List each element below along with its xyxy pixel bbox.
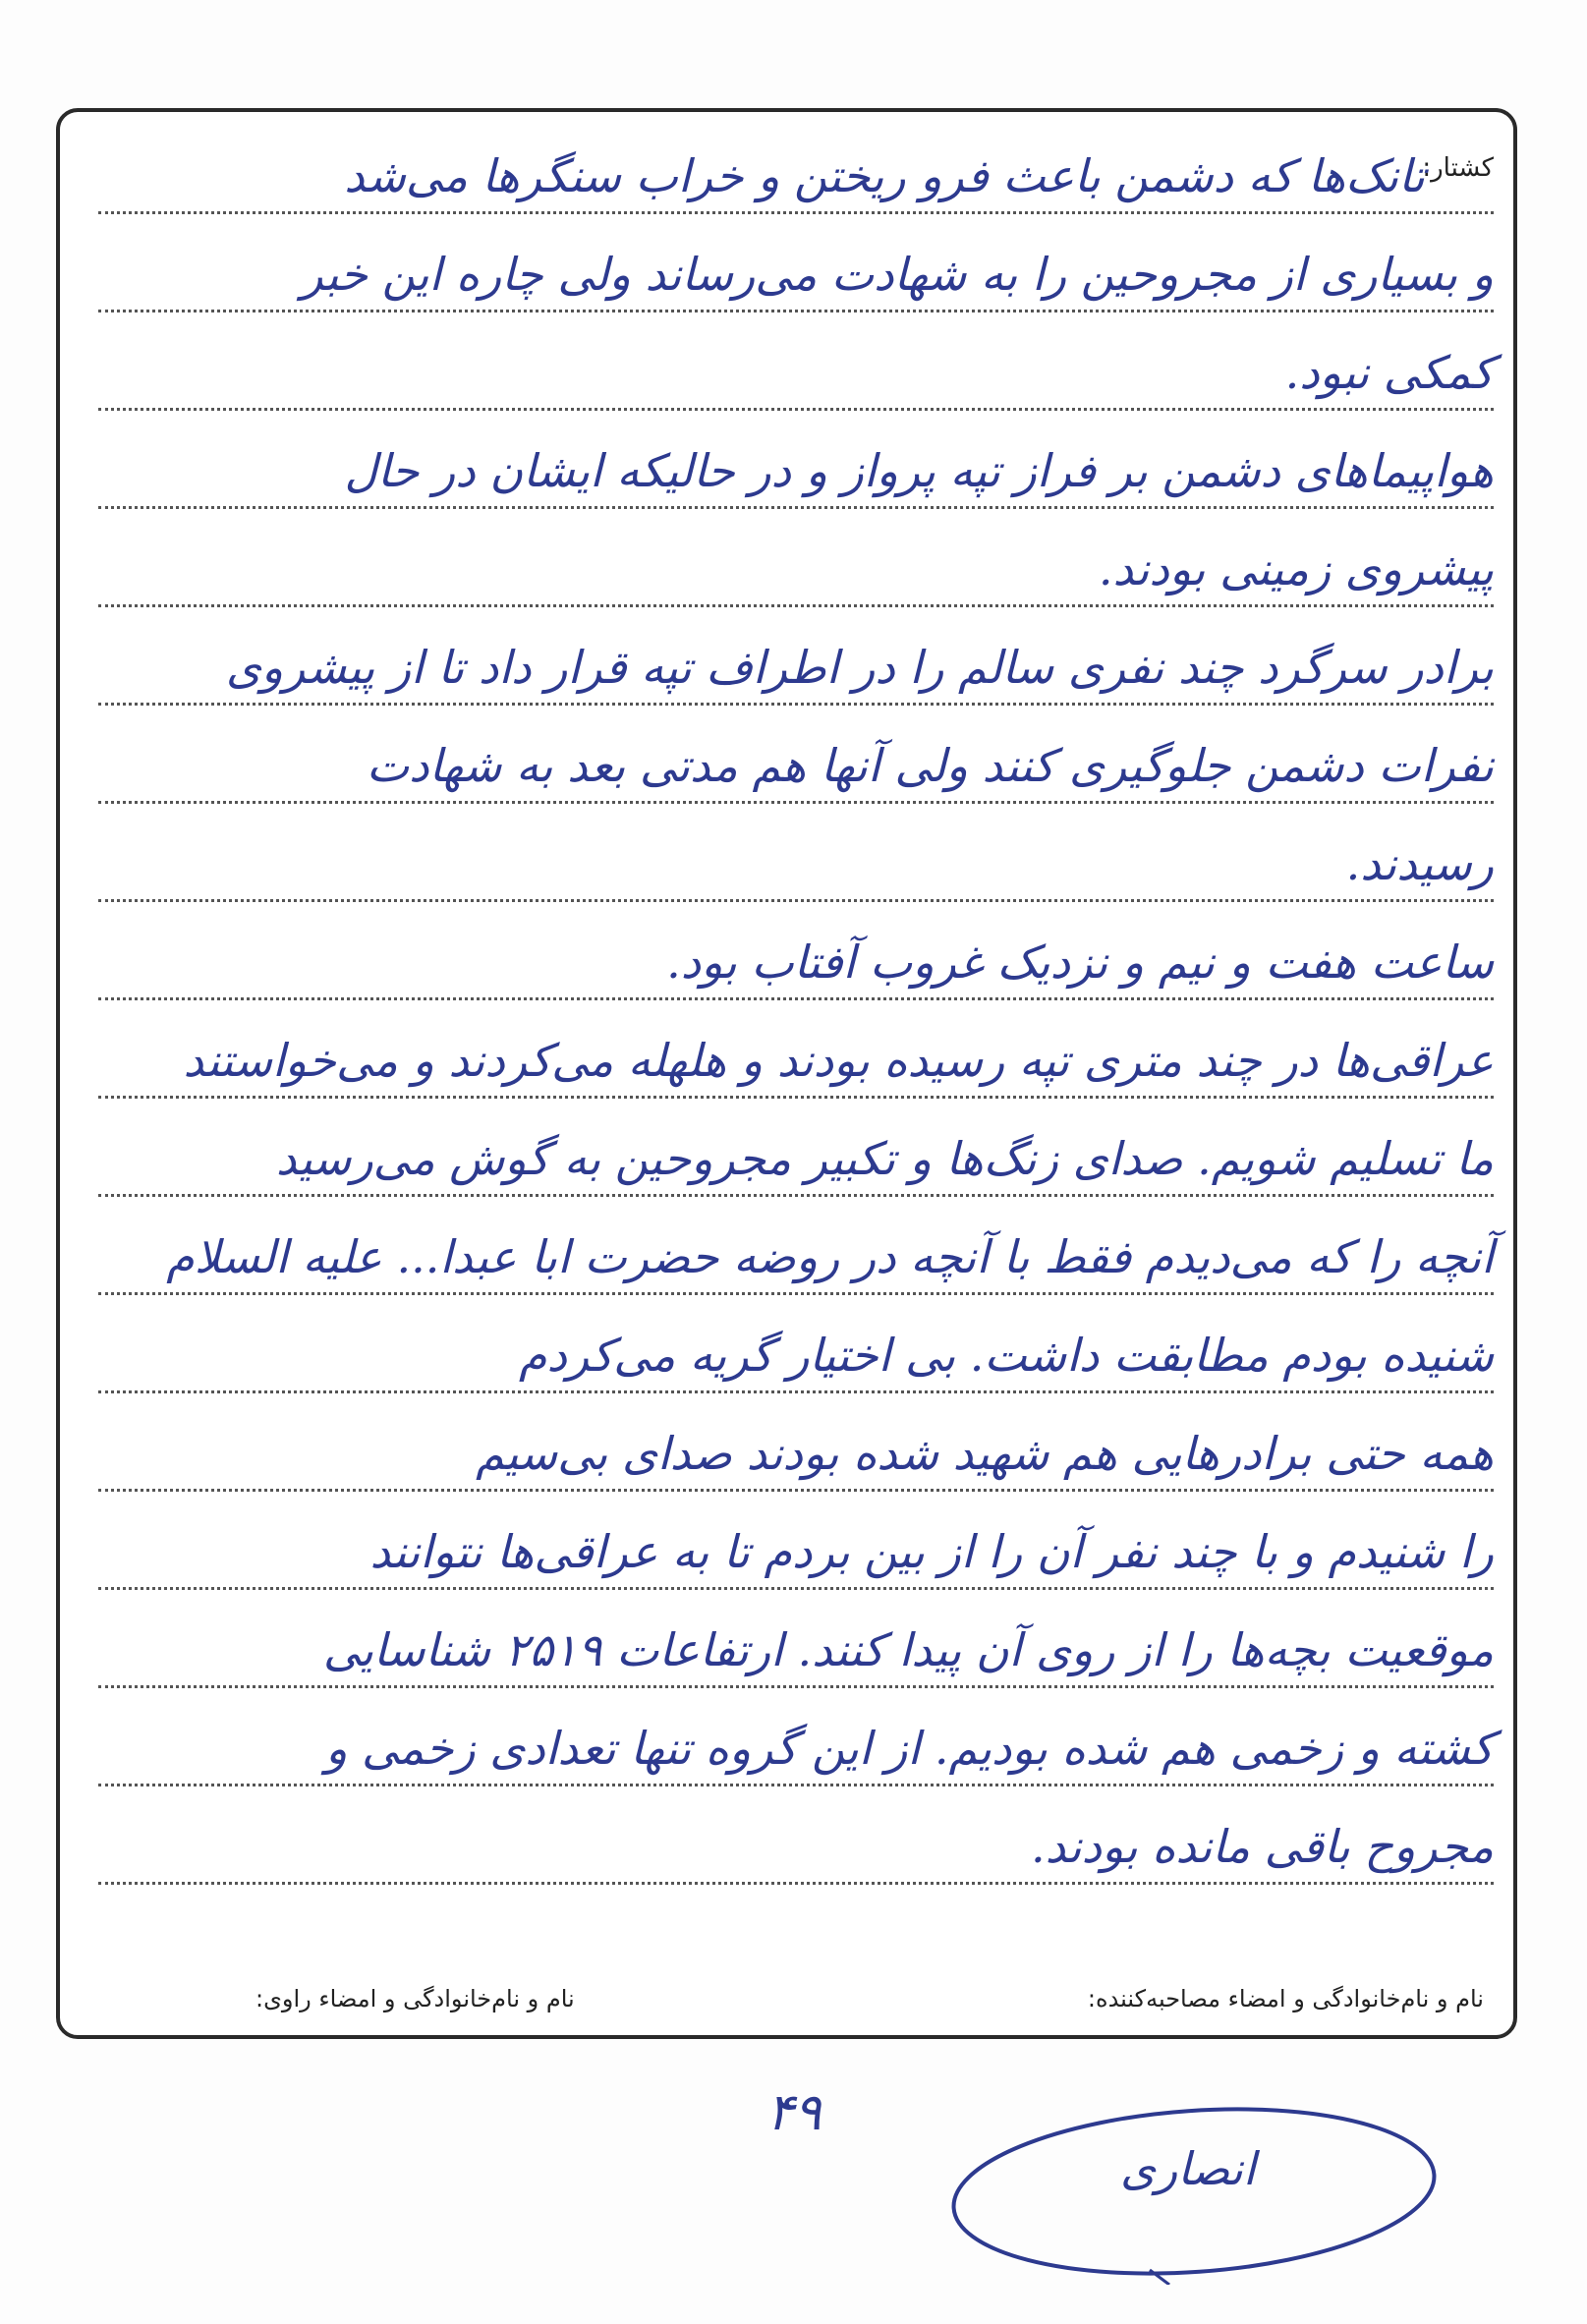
handwritten-line: عراقی‌ها در چند متری تپه رسیده بودند و هلهله می‌کردند و می‌خواستند <box>183 1034 1494 1087</box>
handwritten-line: رسیدند. <box>1345 837 1494 890</box>
line-row <box>98 1492 1494 1590</box>
line-row <box>98 706 1494 804</box>
line-row <box>98 1590 1494 1688</box>
narrator-signature-label: نام و نام‌خانوادگی و امضاء راوی: <box>255 1985 575 2012</box>
line-row <box>98 509 1494 607</box>
handwritten-line: کشته و زخمی هم شده بودیم. از این گروه تنها تعدادی زخمی و <box>325 1722 1494 1775</box>
handwritten-line: تانک‌ها که دشمن باعث فرو ریختن و خراب سنگرها می‌شد <box>344 149 1425 202</box>
handwritten-line: پیشروی زمینی بودند. <box>1098 542 1494 595</box>
line-row <box>98 1393 1494 1492</box>
line-row <box>98 214 1494 312</box>
line-row <box>98 1688 1494 1786</box>
signature-name: انصاری <box>1120 2142 1256 2195</box>
line-row <box>98 1786 1494 1885</box>
dotted-rule <box>98 1882 1494 1885</box>
handwritten-line: هواپیماهای دشمن بر فراز تپه پرواز و در حالیکه ایشان در حال <box>344 444 1494 497</box>
line-row <box>98 1099 1494 1197</box>
handwritten-line: ما تسلیم شویم. صدای زنگ‌ها و تکبیر مجروحین به گوش می‌رسید <box>275 1132 1494 1185</box>
handwritten-line: مجروح باقی مانده بودند. <box>1031 1820 1494 1873</box>
handwritten-line: آنچه را که می‌دیدم فقط با آنچه در روضه حضرت ابا عبدا... علیه السلام <box>166 1230 1494 1283</box>
line-row <box>98 607 1494 706</box>
handwritten-line: کمکی نبود. <box>1284 346 1494 399</box>
line-row <box>98 116 1494 214</box>
handwritten-line: همه حتی برادرهایی هم شهید شده بودند صدای بی‌سیم <box>476 1427 1494 1480</box>
handwritten-line: شنیده بودم مطابقت داشت. بی اختیار گریه می‌کردم <box>519 1329 1494 1382</box>
line-row <box>98 1295 1494 1393</box>
handwritten-lines <box>98 116 1494 1934</box>
line-row <box>98 312 1494 411</box>
line-prefix-label: کشتار: <box>1422 153 1494 183</box>
handwritten-line: نفرات دشمن جلوگیری کنند ولی آنها هم مدتی بعد به شهادت <box>366 739 1494 792</box>
line-row <box>98 1197 1494 1295</box>
line-row <box>98 902 1494 1000</box>
line-row <box>98 804 1494 902</box>
page-number: ۴۹ <box>766 2083 822 2142</box>
handwritten-line: را شنیدم و با چند نفر آن را از بین بردم تا به عراقی‌ها نتوانند <box>369 1525 1494 1578</box>
handwritten-line: برادر سرگرد چند نفری سالم را در اطراف تپه قرار داد تا از پیشروی <box>225 641 1494 694</box>
line-row <box>98 411 1494 509</box>
handwritten-line: ساعت هفت و نیم و نزدیک غروب آفتاب بود. <box>666 935 1494 989</box>
signature-footer <box>108 1985 1484 2024</box>
line-row <box>98 1000 1494 1099</box>
interviewer-signature-label: نام و نام‌خانوادگی و امضاء مصاحبه‌کننده: <box>1087 1985 1484 2012</box>
handwritten-line: و بسیاری از مجروحین را به شهادت می‌رساند ولی چاره این خبر <box>301 248 1494 301</box>
handwritten-line: موقعیت بچه‌ها را از روی آن پیدا کنند. ارتفاعات ۲۵۱۹ شناسایی <box>322 1623 1494 1676</box>
